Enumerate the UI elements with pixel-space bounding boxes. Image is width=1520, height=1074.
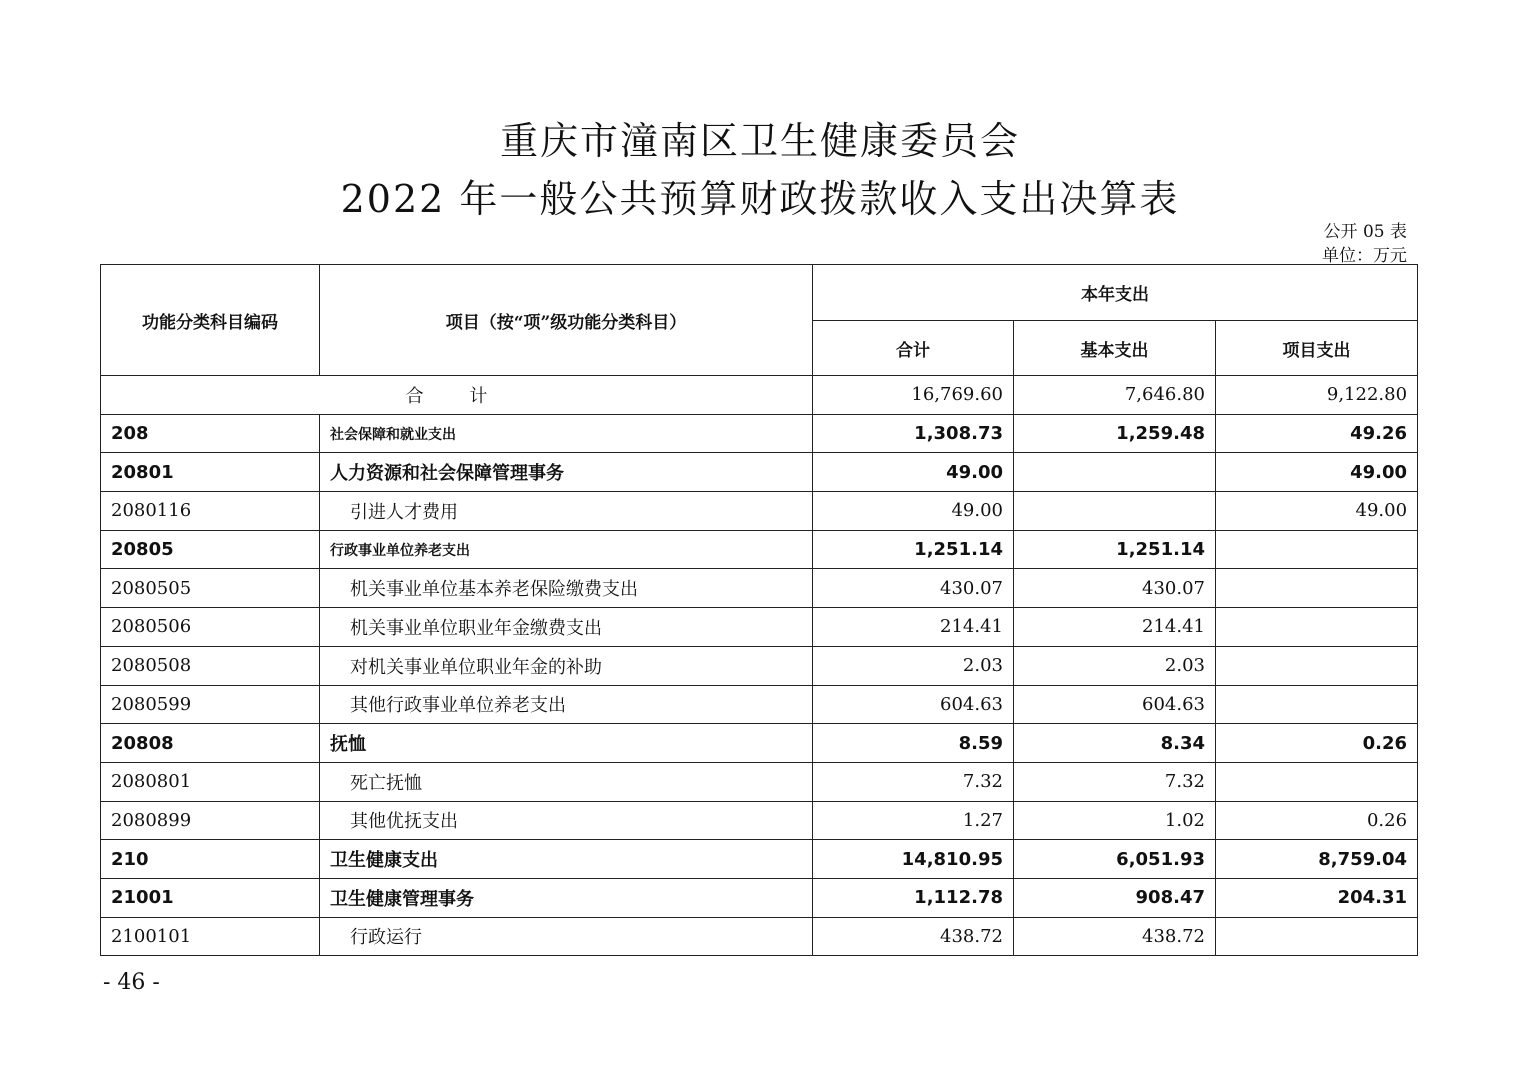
table-row [101, 569, 1418, 608]
row-name: 卫生健康管理事务 [320, 878, 813, 917]
row-name: 行政运行 [320, 917, 813, 956]
row-name: 引进人才费用 [320, 492, 813, 531]
row-total: 49.00 [813, 492, 1014, 531]
row-basic: 1,251.14 [1014, 530, 1216, 569]
row-name: 社会保障和就业支出 [320, 414, 813, 453]
title-line-1: 重庆市潼南区卫生健康委员会 [499, 119, 1020, 163]
row-project: 49.00 [1216, 492, 1418, 531]
row-code: 2100101 [101, 917, 320, 956]
row-project: 8,759.04 [1216, 840, 1418, 879]
row-basic: 908.47 [1014, 878, 1216, 917]
page-number: - 46 - [103, 970, 160, 995]
row-basic: 2.03 [1014, 646, 1216, 685]
row-total: 1,112.78 [813, 878, 1014, 917]
table-row [101, 492, 1418, 531]
row-name: 机关事业单位职业年金缴费支出 [320, 608, 813, 647]
row-basic: 604.63 [1014, 685, 1216, 724]
row-basic: 8.34 [1014, 724, 1216, 763]
row-project [1216, 569, 1418, 608]
row-basic [1014, 492, 1216, 531]
row-code: 208 [101, 414, 320, 453]
row-total: 1,308.73 [813, 414, 1014, 453]
table-row [101, 530, 1418, 569]
row-total: 7.32 [813, 762, 1014, 801]
row-total: 8.59 [813, 724, 1014, 763]
row-name: 机关事业单位基本养老保险缴费支出 [320, 569, 813, 608]
row-total: 1.27 [813, 801, 1014, 840]
table-row [101, 762, 1418, 801]
table-row [101, 840, 1418, 879]
summary-label: 合 计 [101, 376, 813, 415]
row-total: 214.41 [813, 608, 1014, 647]
table-row [101, 453, 1418, 492]
table-row [101, 917, 1418, 956]
row-project: 204.31 [1216, 878, 1418, 917]
row-basic: 1,259.48 [1014, 414, 1216, 453]
table-id: 公开 05 表 [1323, 222, 1407, 242]
row-basic [1014, 453, 1216, 492]
table-row [101, 724, 1418, 763]
row-basic: 1.02 [1014, 801, 1216, 840]
row-basic: 438.72 [1014, 917, 1216, 956]
row-basic: 6,051.93 [1014, 840, 1216, 879]
row-name: 死亡抚恤 [320, 762, 813, 801]
row-name: 其他优抚支出 [320, 801, 813, 840]
row-project [1216, 646, 1418, 685]
header-group: 本年支出 [813, 265, 1418, 321]
row-project [1216, 762, 1418, 801]
table-row [101, 878, 1418, 917]
row-project: 49.00 [1216, 453, 1418, 492]
row-code: 2080599 [101, 685, 320, 724]
row-project [1216, 530, 1418, 569]
row-total: 604.63 [813, 685, 1014, 724]
row-code: 20805 [101, 530, 320, 569]
row-name: 对机关事业单位职业年金的补助 [320, 646, 813, 685]
row-project [1216, 917, 1418, 956]
table-row [101, 414, 1418, 453]
row-basic: 214.41 [1014, 608, 1216, 647]
row-name: 其他行政事业单位养老支出 [320, 685, 813, 724]
row-code: 210 [101, 840, 320, 879]
row-code: 20808 [101, 724, 320, 763]
row-basic: 430.07 [1014, 569, 1216, 608]
summary-row [101, 376, 1418, 415]
header-basic: 基本支出 [1014, 321, 1216, 376]
title-line-2: 2022 年一般公共预算财政拨款收入支出决算表 [340, 177, 1180, 221]
table-row [101, 608, 1418, 647]
row-project [1216, 685, 1418, 724]
row-name: 人力资源和社会保障管理事务 [320, 453, 813, 492]
header-code: 功能分类科目编码 [101, 265, 320, 376]
summary-total: 16,769.60 [813, 376, 1014, 415]
header-project: 项目支出 [1216, 321, 1418, 376]
row-basic: 7.32 [1014, 762, 1216, 801]
row-code: 20801 [101, 453, 320, 492]
row-total: 49.00 [813, 453, 1014, 492]
table-row [101, 801, 1418, 840]
row-total: 1,251.14 [813, 530, 1014, 569]
table-row [101, 685, 1418, 724]
row-code: 2080505 [101, 569, 320, 608]
row-name: 卫生健康支出 [320, 840, 813, 879]
row-project: 0.26 [1216, 801, 1418, 840]
row-project: 0.26 [1216, 724, 1418, 763]
row-total: 14,810.95 [813, 840, 1014, 879]
budget-table [100, 264, 1418, 956]
header-item: 项目（按“项”级功能分类科目） [320, 265, 813, 376]
summary-basic: 7,646.80 [1014, 376, 1216, 415]
row-code: 2080508 [101, 646, 320, 685]
row-total: 438.72 [813, 917, 1014, 956]
row-code: 2080899 [101, 801, 320, 840]
row-project [1216, 608, 1418, 647]
row-name: 行政事业单位养老支出 [320, 530, 813, 569]
row-code: 2080506 [101, 608, 320, 647]
header-total: 合计 [813, 321, 1014, 376]
summary-project: 9,122.80 [1216, 376, 1418, 415]
unit-label: 单位：万元 [1322, 246, 1407, 266]
table-row [101, 646, 1418, 685]
row-project: 49.26 [1216, 414, 1418, 453]
row-name: 抚恤 [320, 724, 813, 763]
row-code: 21001 [101, 878, 320, 917]
row-total: 430.07 [813, 569, 1014, 608]
row-code: 2080801 [101, 762, 320, 801]
row-code: 2080116 [101, 492, 320, 531]
row-total: 2.03 [813, 646, 1014, 685]
